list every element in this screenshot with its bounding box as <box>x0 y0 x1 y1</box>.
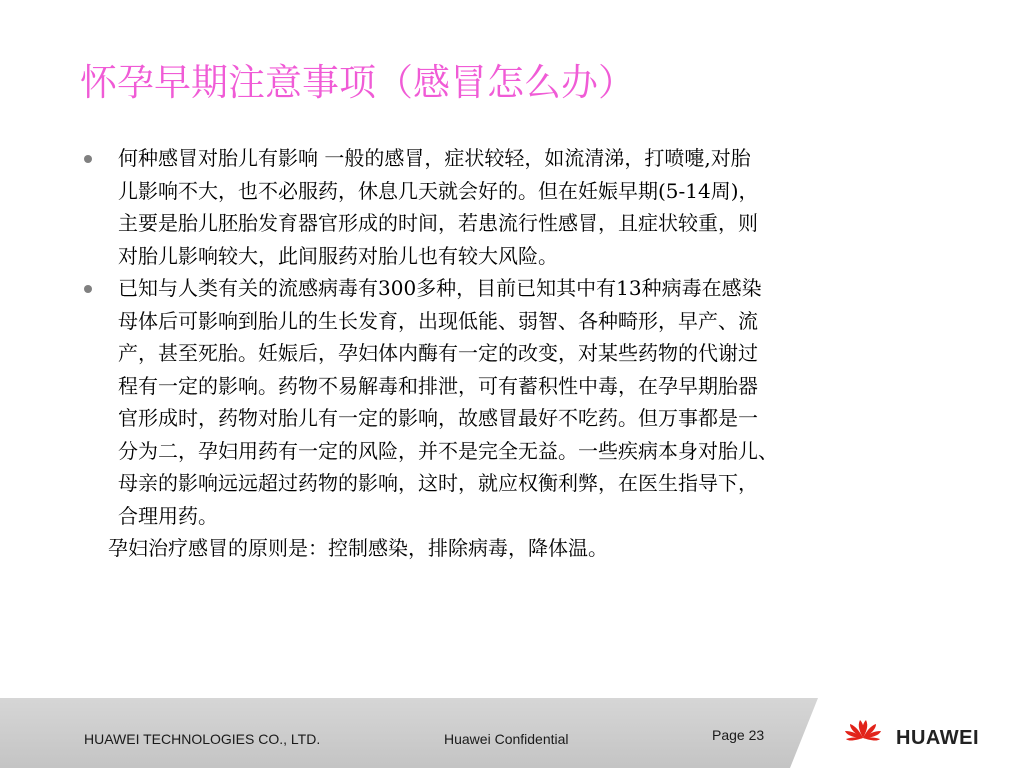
bullet-item <box>82 142 962 272</box>
bullet-line: 儿影响不大，也不必服药，休息几天就会好的。但在妊娠早期(5-14周)， <box>118 178 759 203</box>
bullet-line: 程有一定的影响。药物不易解毒和排泄，可有蓄积性中毒，在孕早期胎器 <box>118 373 758 398</box>
bullet-line: 何种感冒对胎儿有影响 一般的感冒，症状较轻，如流清涕，打喷嚏,对胎 <box>118 146 751 170</box>
bullet-line: 母体后可影响到胎儿的生长发育，出现低能、弱智、各种畸形，早产、流 <box>118 308 758 333</box>
bullet-dot-icon <box>84 285 92 293</box>
footer-company: HUAWEI TECHNOLOGIES CO., LTD. <box>84 731 321 747</box>
bullet-line: 分为二，孕妇用药有一定的风险，并不是完全无益。一些疾病本身对胎儿、 <box>118 438 778 463</box>
slide-body <box>82 142 962 565</box>
footer-confidential: Huawei Confidential <box>444 731 569 747</box>
bullet-line: 对胎儿影响较大，此间服药对胎儿也有较大风险。 <box>118 243 558 268</box>
slide-title: 怀孕早期注意事项（感冒怎么办） <box>80 61 635 104</box>
huawei-logo-text: HUAWEI <box>896 727 979 749</box>
bullet-line: 母亲的影响远远超过药物的影响，这时，就应权衡利弊，在医生指导下， <box>118 471 758 495</box>
bullet-line: 官形成时，药物对胎儿有一定的影响，故感冒最好不吃药。但万事都是一 <box>118 406 758 430</box>
bullet-line: 合理用药。 <box>118 503 218 528</box>
bullet-dot-icon <box>84 155 92 163</box>
bullet-line: 已知与人类有关的流感病毒有300多种，目前已知其中有13种病毒在感染 <box>118 276 762 300</box>
bullet-line: 主要是胎儿胚胎发育器官形成的时间，若患流行性感冒，且症状较重，则 <box>118 211 758 235</box>
bullet-item <box>82 272 962 532</box>
bullet-line: 产，甚至死胎。妊娠后，孕妇体内酶有一定的改变，对某些药物的代谢过 <box>118 341 758 365</box>
page-number: Page 23 <box>712 727 765 743</box>
closing-statement: 孕妇治疗感冒的原则是：控制感染，排除病毒，降体温。 <box>108 536 608 560</box>
